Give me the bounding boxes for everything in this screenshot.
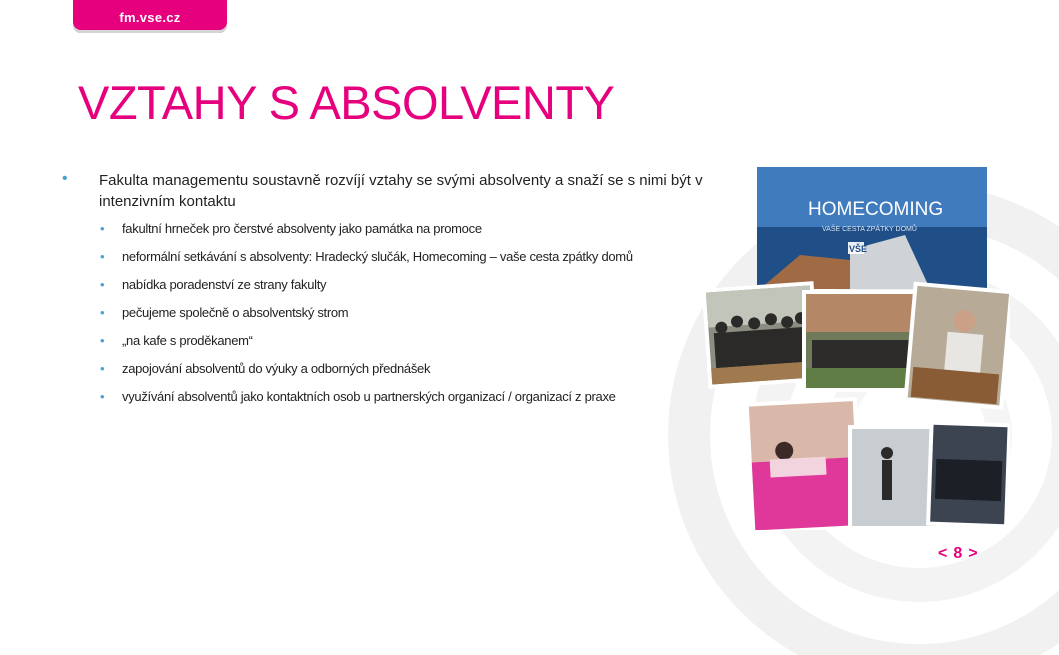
list-item-text: zapojování absolventů do výuky a odborných přednášek <box>122 361 431 376</box>
list-item <box>100 274 633 302</box>
bullet-icon: • <box>100 249 105 264</box>
bullet-icon: • <box>62 170 68 187</box>
photo-headline: HOMECOMING <box>808 199 944 220</box>
crowd-photo <box>802 290 922 392</box>
next-page-button[interactable]: > <box>968 545 984 562</box>
list-item <box>100 386 633 414</box>
bullet-icon: • <box>100 221 105 236</box>
hallway-photo <box>848 425 940 530</box>
reception-photo <box>903 282 1010 410</box>
list-item-text: neformální setkávání s absolventy: Hradecký slučák, Homecoming – vaše cesta zpátky domů <box>122 249 633 264</box>
homecoming-photo <box>757 167 987 289</box>
lead-paragraph <box>62 170 722 212</box>
pink-room-photo <box>745 397 864 530</box>
list-item <box>100 302 633 330</box>
site-tag[interactable] <box>73 0 227 33</box>
list-item-text: pečujeme společně o absolventský strom <box>122 305 349 320</box>
list-item <box>100 358 633 386</box>
bullet-icon: • <box>100 333 105 348</box>
list-item-text: využívání absolventů jako kontaktních osob u partnerských organizací / organizací z praxe <box>122 389 616 404</box>
bullet-icon: • <box>100 305 105 320</box>
list-item-text: fakultní hrneček pro čerstvé absolventy jako památka na promoce <box>122 221 482 236</box>
lead-text: Fakulta managementu soustavně rozvíjí vztahy se svými absolventy a snaží se s nimi být v intenzivním kontaktu <box>99 172 703 210</box>
photo-subline: VAŠE CESTA ZPÁTKY DOMŮ <box>822 226 917 233</box>
list-item-text: „na kafe s proděkanem“ <box>122 333 253 348</box>
page-number: 8 <box>953 545 969 562</box>
bullet-list <box>100 218 633 414</box>
list-item <box>100 218 633 246</box>
list-item <box>100 330 633 358</box>
list-item <box>100 246 633 274</box>
photo-collage <box>700 160 1010 530</box>
audience-photo <box>926 421 1010 529</box>
site-tag-label: fm.vse.cz <box>119 10 181 25</box>
prev-page-button[interactable]: < <box>938 545 954 562</box>
page-title: VZTAHY S ABSOLVENTY <box>78 76 615 129</box>
bullet-icon: • <box>100 389 105 404</box>
pager <box>938 545 984 563</box>
photo-logo: VŠE <box>849 244 868 254</box>
bullet-icon: • <box>100 277 105 292</box>
bullet-icon: • <box>100 361 105 376</box>
list-item-text: nabídka poradenství ze strany fakulty <box>122 277 327 292</box>
